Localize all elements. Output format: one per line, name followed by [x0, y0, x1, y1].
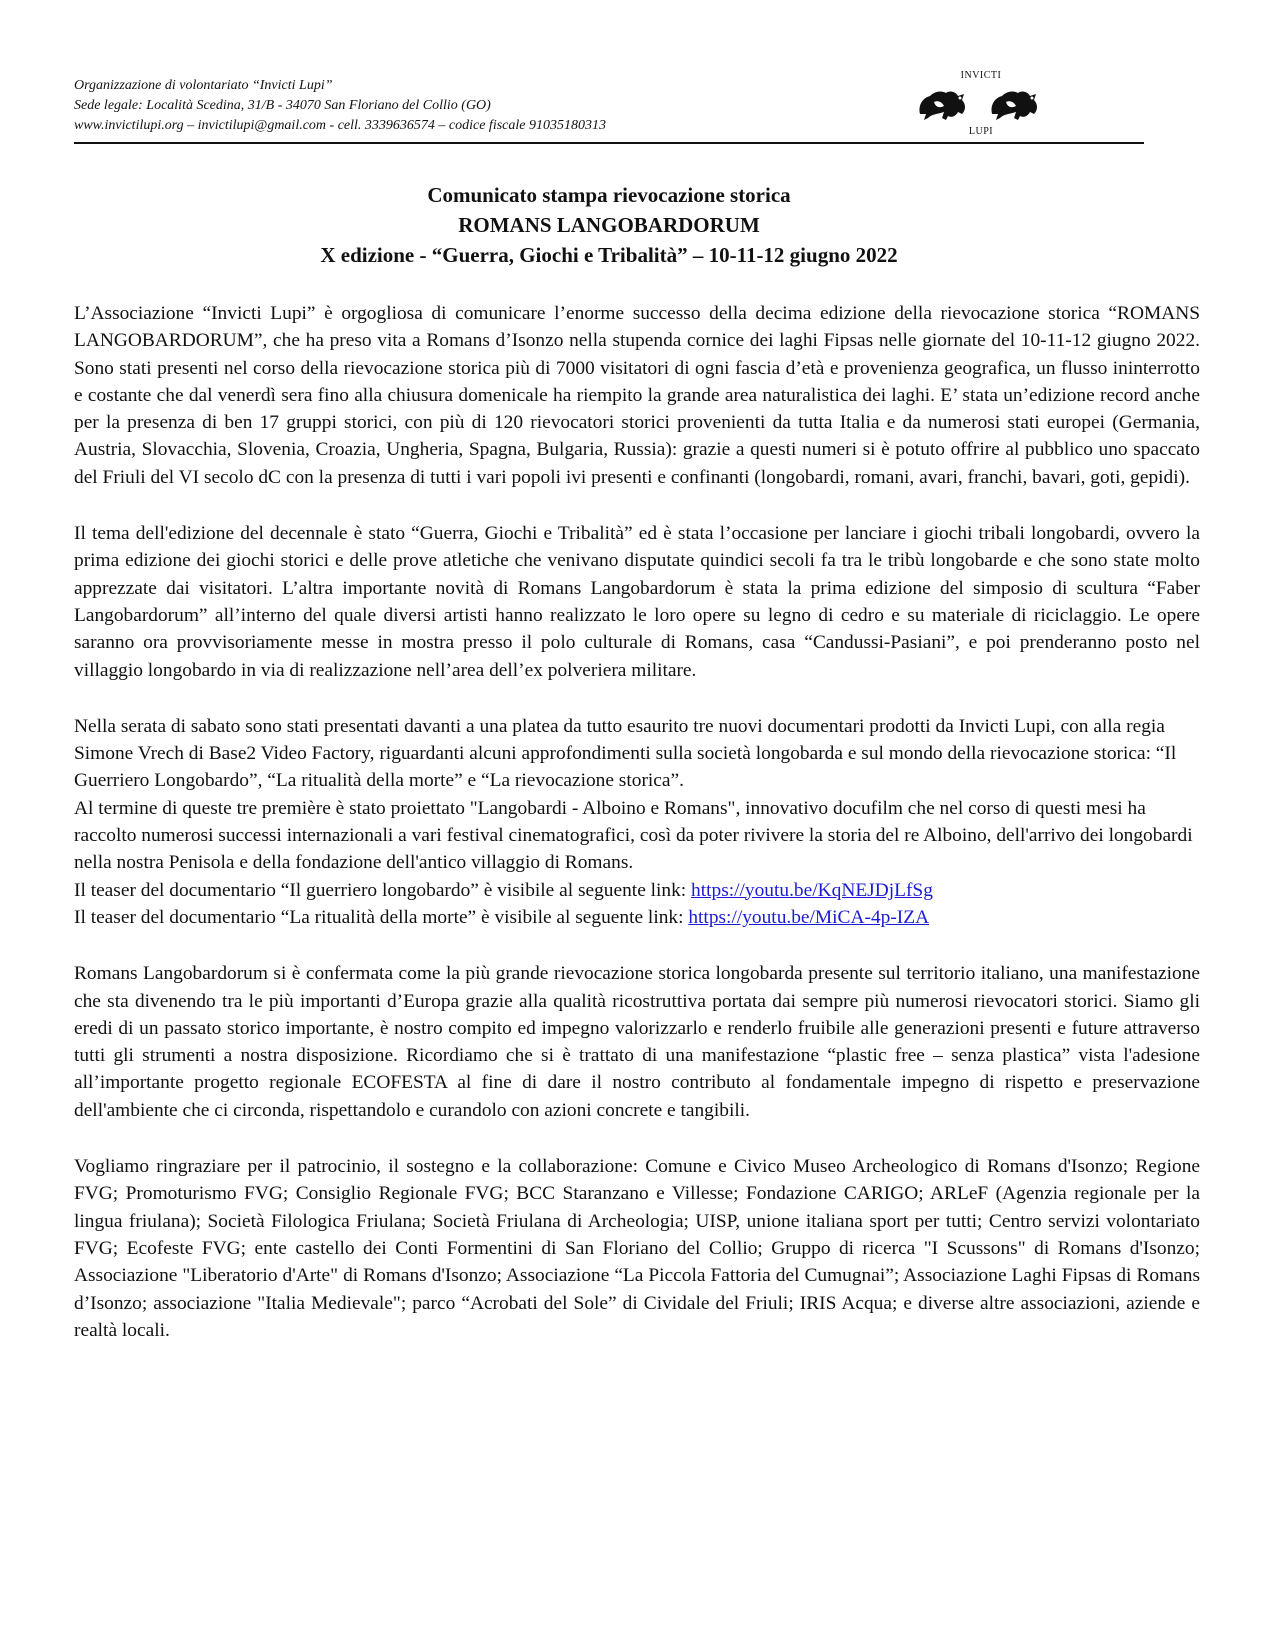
paragraph-documentaries	[74, 713, 1200, 931]
title-line-2: ROMANS LANGOBARDORUM	[458, 213, 760, 237]
documentaries-intro: Nella serata di sabato sono stati presentati davanti a una platea da tutto esaurito tre nuovi documentari prodotti da Invicti Lupi, con alla regia Simone Vrech di Base2 Video Factory, riguardanti alcuni approfondimenti sulla società longobarda e sul mondo della rievocazione storica: “Il Guerriero Longobardo”, “La ritualità della morte” e “La rievocazione storica”.	[74, 715, 1177, 792]
contact-line: www.invictilupi.org – invictilupi@gmail.com - cell. 3339636574 – codice fiscale 91035180313	[74, 118, 606, 133]
paragraph-theme: Il tema dell'edizione del decennale è stato “Guerra, Giochi e Tribalità” ed è stata l’occasione per lanciare i giochi tribali longobardi, ovvero la prima edizione dei giochi storici e delle prove atletiche che venivano disputate quindici secoli fa tra le tribù longobarde e che sono state molto apprezzate dai visitatori. L’altra importante novità di Romans Langobardorum è stata la prima edizione del simposio di scultura “Faber Langobardorum” all’interno del quale diversi artisti hanno realizzato le loro opere su legno di cedro e su materiale di riciclaggio. Le opere saranno ora provvisoriamente messe in mostra presso il polo culturale di Romans, casa “Candussi-Pasiani”, e poi prenderanno posto nel villaggio longobardo in via di realizzazione nell’area dell’ex polveriera militare.	[74, 523, 1200, 681]
title-line-1: Comunicato stampa rievocazione storica	[427, 183, 791, 207]
letterhead	[74, 70, 1144, 144]
address-line: Sede legale: Località Scedina, 31/B - 34070 San Floriano del Collio (GO)	[74, 98, 491, 113]
logo-bottom-text: LUPI	[968, 126, 994, 137]
press-release-body	[74, 300, 1200, 1373]
title-line-3: X edizione - “Guerra, Giochi e Tribalità” – 10-11-12 giugno 2022	[320, 243, 898, 267]
teaser-1-label: Il teaser del documentario “Il guerriero longobardo” è visibile al seguente link:	[74, 879, 692, 901]
logo-top-text: INVICTI	[960, 70, 1002, 81]
docufilm-text: Al termine di queste tre première è stato proiettato "Langobardi - Alboino e Romans", innovativo docufilm che nel corso di questi mesi ha raccolto numerosi successi internazionali a vari festival cinematografici, così da poter rivivere la storia del re Alboino, dell'arrivo dei longobardi nella nostra Penisola e della fondazione dell'antico villaggio di Romans.	[74, 797, 1193, 874]
teaser-2-link[interactable]: https://youtu.be/MiCA-4p-IZA	[688, 906, 930, 928]
paragraph-success: L’Associazione “Invicti Lupi” è orgogliosa di comunicare l’enorme successo della decima edizione della rievocazione storica “ROMANS LANGOBARDORUM”, che ha preso vita a Romans d’Isonzo nella stupenda cornice dei laghi Fipsas nelle giornate del 10-11-12 giugno 2022. Sono stati presenti nel corso della rievocazione storica più di 7000 visitatori di ogni fascia d’età e provenienza geografica, un flusso ininterrotto e costante che dal venerdì sera fino alla chiusura domenicale ha riempito la grande area naturalistica dei laghi. E’ stata un’edizione record anche per la presenza di ben 17 gruppi storici, con più di 120 rievocatori storici provenienti da tutta Italia e da numerosi stati europei (Germania, Austria, Slovacchia, Slovenia, Croazia, Ungheria, Spagna, Bulgaria, Russia): grazie a questi numeri si è potuto offrire al pubblico uno spaccato del Friuli del VI secolo dC con la presenza di tutti i vari popoli ivi presenti e confinanti (longobardi, romani, avari, franchi, bavari, goti, gepidi).	[74, 303, 1200, 488]
invicti-lupi-logo	[906, 68, 1056, 138]
letterhead-text	[74, 76, 606, 136]
teaser-line-1	[74, 877, 1200, 904]
teaser-line-2	[74, 904, 1200, 931]
paragraph-thanks: Vogliamo ringraziare per il patrocinio, il sostegno e la collaborazione: Comune e Civico Museo Archeologico di Romans d'Isonzo; Regione FVG; Promoturismo FVG; Consiglio Regionale FVG; BCC Staranzano e Villesse; Fondazione CARIGO; ARLeF (Agenzia regionale per la lingua friulana); Società Filologica Friulana; Società Friulana di Archeologia; UISP, unione italiana sport per tutti; Centro servizi volontariato FVG; Ecofeste FVG; ente castello dei Conti Formentini di San Floriano del Collio; Gruppo di ricerca "I Scussons" di Romans d'Isonzo; Associazione "Liberatorio d'Arte" di Romans d'Isonzo; Associazione “La Piccola Fattoria del Cumugnai”; Associazione Laghi Fipsas di Romans d’Isonzo; associazione "Italia Medievale"; parco “Acrobati del Sole” di Cividale del Friuli; IRIS Acqua; e diverse altre associazioni, aziende e realtà locali.	[74, 1156, 1200, 1341]
teaser-2-label: Il teaser del documentario “La ritualità della morte” è visibile al seguente link:	[74, 906, 689, 928]
wolves-icon	[916, 84, 1046, 124]
press-release-title	[74, 180, 1144, 270]
org-line: Organizzazione di volontariato “Invicti Lupi”	[74, 78, 333, 93]
teaser-1-link[interactable]: https://youtu.be/KqNEJDjLfSg	[691, 879, 933, 901]
paragraph-confirmation: Romans Langobardorum si è confermata come la più grande rievocazione storica longobarda presente sul territorio italiano, una manifestazione che sta divenendo tra le più importanti d’Europa grazie alla qualità ricostruttiva portata dai sempre più numerosi rievocatori storici. Siamo gli eredi di un passato storico importante, è nostro compito ed impegno valorizzarlo e renderlo fruibile alle generazioni presenti e future attraverso tutti gli strumenti a nostra disposizione. Ricordiamo che si è trattato di una manifestazione “plastic free – senza plastica” vista l'adesione all’importante progetto regionale ECOFESTA al fine di dare il nostro contributo al fondamentale impegno di rispetto e preservazione dell'ambiente che ci circonda, rispettandolo e curandolo con azioni concrete e tangibili.	[74, 963, 1200, 1121]
